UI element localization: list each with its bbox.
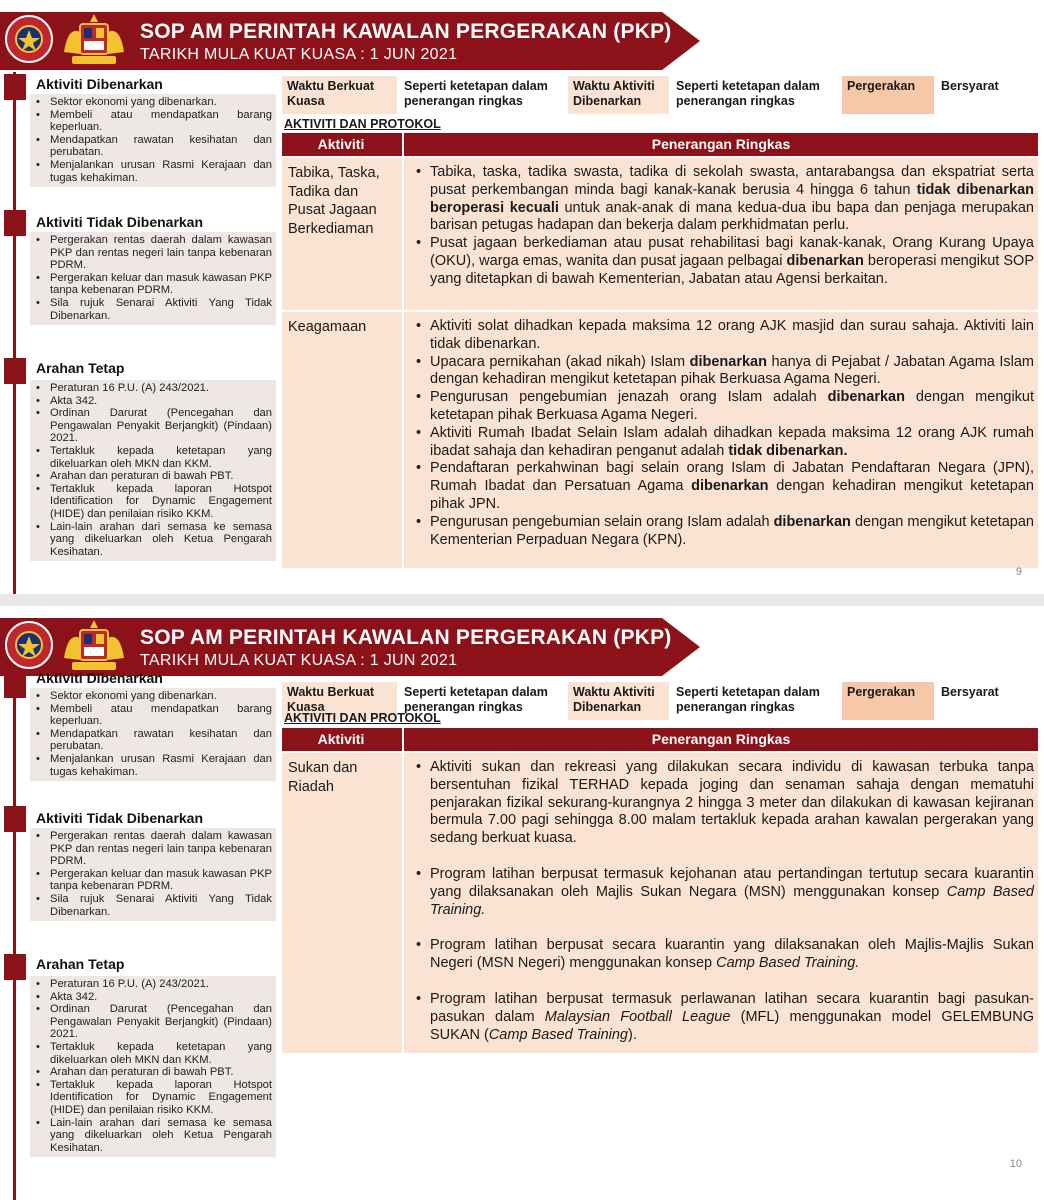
description-bullet: • Pengurusan pengebumian selain orang Islam adalah dibenarkan dengan mengikut ketetapan Kementerian Perpaduan Negara (KPN). xyxy=(412,514,1034,550)
column-header-description: Penerangan Ringkas xyxy=(402,133,1038,156)
coat-of-arms-icon xyxy=(58,12,130,68)
info-value-effective-time: Seperti ketetapan dalam penerangan ringkas xyxy=(399,682,566,720)
table-row xyxy=(282,753,1038,1053)
section-marker xyxy=(4,672,26,698)
list-item: • Tertakluk kepada ketetapan yang dikeluarkan oleh MKN dan KKM. xyxy=(36,1041,272,1066)
info-label-activity-time: Waktu Aktiviti Dibenarkan xyxy=(568,76,669,114)
activity-cell: Sukan dan Riadah xyxy=(288,760,358,795)
list-item: • Menjalankan urusan Rasmi Kerajaan dan tugas kehakiman. xyxy=(36,753,272,778)
description-bullet: • Program latihan berpusat termasuk kejohanan atau pertandingan tertutup secara kuarantin yang dilaksanakan oleh Majlis Sukan Negara (MSN) menggunakan konsep Camp Based Training. xyxy=(412,866,1034,919)
column-header-activity: Aktiviti xyxy=(317,136,365,152)
list-item: • Peraturan 16 P.U. (A) 243/2021. xyxy=(36,382,272,395)
slide-page-10 xyxy=(0,606,1044,1200)
list-item: • Ordinan Darurat (Pencegahan dan Pengawalan Penyakit Berjangkit) (Pindaan) 2021. xyxy=(36,1003,272,1041)
description-bullet: • Aktiviti Rumah Ibadat Selain Islam adalah dihadkan kepada maksima 12 orang AJK rumah ibadat sahaja dan kehadiran penganut adalah tidak dibenarkan. xyxy=(412,425,1034,461)
description-bullet: • Program latihan berpusat secara kuarantin yang dilaksanakan oleh Majlis-Majlis Sukan Negeri (MSN Negeri) menggunakan konsep Camp Based Training. xyxy=(412,937,1034,973)
list-item: • Lain-lain arahan dari semasa ke semasa yang dikeluarkan oleh Ketua Pengarah Kesihatan. xyxy=(36,521,272,559)
list-item: • Menjalankan urusan Rasmi Kerajaan dan tugas kehakiman. xyxy=(36,159,272,184)
column-header-activity: Aktiviti xyxy=(317,731,365,747)
slide-page-9 xyxy=(0,0,1044,594)
description-bullet: • Pendaftaran perkahwinan bagi selain orang Islam di Jabatan Pendaftaran Negara (JPN), Rumah Ibadat dan Persatuan Agama dibenarkan dengan kehadiran mengikut ketetapan pihak JPN. xyxy=(412,460,1034,513)
list-item: • Tertakluk kepada laporan Hotspot Identification for Dynamic Engagement (HIDE) dan penilaian risiko KKM. xyxy=(36,483,272,521)
protocol-title: AKTIVITI DAN PROTOKOL xyxy=(284,117,441,131)
page-title: SOP AM PERINTAH KAWALAN PERGERAKAN (PKP) xyxy=(140,626,672,649)
info-value-movement: Bersyarat xyxy=(936,682,1036,720)
description-cell xyxy=(402,158,1038,310)
standing-orders-heading: Arahan Tetap xyxy=(36,956,125,972)
coat-of-arms-icon xyxy=(58,618,130,674)
list-item: • Ordinan Darurat (Pencegahan dan Pengawalan Penyakit Berjangkit) (Pindaan) 2021. xyxy=(36,407,272,445)
page-title: SOP AM PERINTAH KAWALAN PERGERAKAN (PKP) xyxy=(140,20,672,43)
list-item: • Arahan dan peraturan di bawah PBT. xyxy=(36,1066,272,1079)
description-bullet: • Program latihan berpusat termasuk perlawanan latihan secara kuarantin bagi pasukan-pasukan dalam Malaysian Football League (MFL) menggunakan model GELEMBUNG SUKAN (Camp Based Training). xyxy=(412,991,1034,1044)
activity-cell: Keagamaan xyxy=(288,319,367,335)
section-marker xyxy=(4,358,26,384)
description-bullet: • Pusat jagaan berkediaman atau pusat rehabilitasi bagi kanak-kanak, Orang Kurang Upaya (OKU), warga emas, wanita dan pusat jagaan pelbagai dibenarkan beroperasi mengikut SOP yang ditetapkan di bawah Kementerian, Jabatan atau Agensi berkaitan. xyxy=(412,235,1034,288)
list-item: • Sila rujuk Senarai Aktiviti Yang Tidak Dibenarkan. xyxy=(36,893,272,918)
table-row xyxy=(282,312,1038,568)
not-allowed-list xyxy=(30,232,276,325)
list-item: • Pergerakan keluar dan masuk kawasan PKP tanpa kebenaran PDRM. xyxy=(36,272,272,297)
mbk-logo-icon xyxy=(4,620,54,670)
list-item: • Akta 342. xyxy=(36,395,272,408)
not-allowed-heading: Aktiviti Tidak Dibenarkan xyxy=(36,810,204,826)
list-item: • Peraturan 16 P.U. (A) 243/2021. xyxy=(36,978,272,991)
table-header xyxy=(282,133,1038,156)
section-marker xyxy=(4,954,26,980)
timeline-line xyxy=(13,678,16,1200)
not-allowed-list xyxy=(30,828,276,921)
section-marker xyxy=(4,806,26,832)
column-header-description: Penerangan Ringkas xyxy=(402,728,1038,751)
table-header xyxy=(282,728,1038,751)
table-row xyxy=(282,158,1038,310)
description-bullet: • Tabika, taska, tadika swasta, tadika di sekolah swasta, antarabangsa dan ekspatriat serta pusat perkembangan minda bagi kanak-kanak berusia 4 hingga 6 tahun tidak dibenarkan beroperasi kecuali untuk anak-anak di mana kedua-dua ibu bapa dan penjaga merupakan barisan petugas hadapan dan bekerja dalam perkhidmatan perlu. xyxy=(412,164,1034,235)
description-bullet: • Pengurusan pengebumian jenazah orang Islam adalah dibenarkan dengan mengikut ketetapan pihak Berkuasa Agama Negeri. xyxy=(412,389,1034,425)
page-number: 10 xyxy=(1009,1158,1022,1170)
section-marker xyxy=(4,210,26,236)
info-value-effective-time: Seperti ketetapan dalam penerangan ringkas xyxy=(399,76,566,114)
description-bullet: • Upacara pernikahan (akad nikah) Islam dibenarkan hanya di Pejabat / Jabatan Agama Islam dengan kehadiran mengikut ketetapan pihak Berkuasa Agama Negeri. xyxy=(412,354,1034,390)
info-value-movement: Bersyarat xyxy=(936,76,1036,114)
mbk-logo-icon xyxy=(4,14,54,64)
list-item: • Arahan dan peraturan di bawah PBT. xyxy=(36,470,272,483)
list-item: • Membeli atau mendapatkan barang keperluan. xyxy=(36,703,272,728)
description-bullet: • Aktiviti solat dihadkan kepada maksima 12 orang AJK masjid dan surau sahaja. Aktiviti lain tidak dibenarkan. xyxy=(412,318,1034,354)
description-bullet: • Aktiviti sukan dan rekreasi yang dilakukan secara individu di kawasan terbuka tanpa bersentuhan fizikal TERHAD kepada joging dan senaman sahaja dengan mematuhi penjarakan fizikal sekurang-kurangnya 2 hingga 3 meter dan dilakukan di kawasan kejiranan bermula 7.00 pagi sehingga 8.00 malam tertakluk kepada arahan kawalan pergerakan yang sedang berkuat kuasa. xyxy=(412,759,1034,848)
activity-table xyxy=(282,133,1038,548)
description-list xyxy=(412,318,1034,549)
page-number: 9 xyxy=(1015,566,1022,578)
info-label-effective-time: Waktu Berkuat Kuasa xyxy=(282,682,397,720)
not-allowed-heading: Aktiviti Tidak Dibenarkan xyxy=(36,214,204,230)
list-item: • Pergerakan rentas daerah dalam kawasan PKP dan rentas negeri lain tanpa kebenaran PDRM. xyxy=(36,234,272,272)
list-item: • Sektor ekonomi yang dibenarkan. xyxy=(36,96,272,109)
allowed-list xyxy=(30,688,276,781)
list-item: • Akta 342. xyxy=(36,991,272,1004)
list-item: • Pergerakan rentas daerah dalam kawasan PKP dan rentas negeri lain tanpa kebenaran PDRM. xyxy=(36,830,272,868)
info-value-activity-time: Seperti ketetapan dalam penerangan ringkas xyxy=(671,76,840,114)
list-item: • Sila rujuk Senarai Aktiviti Yang Tidak Dibenarkan. xyxy=(36,297,272,322)
allowed-list xyxy=(30,94,276,187)
info-label-movement: Pergerakan xyxy=(842,76,934,114)
list-item: • Lain-lain arahan dari semasa ke semasa yang dikeluarkan oleh Ketua Pengarah Kesihatan. xyxy=(36,1117,272,1155)
info-value-activity-time: Seperti ketetapan dalam penerangan ringkas xyxy=(671,682,840,720)
description-list xyxy=(412,759,1034,1044)
info-label-movement: Pergerakan xyxy=(842,682,934,720)
allowed-heading: Aktiviti Dibenarkan xyxy=(36,76,163,92)
description-cell xyxy=(402,312,1038,568)
section-marker xyxy=(4,74,26,100)
list-item: • Mendapatkan rawatan kesihatan dan perubatan. xyxy=(36,134,272,159)
effective-date: TARIKH MULA KUAT KUASA : 1 JUN 2021 xyxy=(140,652,458,669)
activity-table xyxy=(282,728,1038,1043)
standing-orders-list xyxy=(30,976,276,1157)
list-item: • Pergerakan keluar dan masuk kawasan PKP tanpa kebenaran PDRM. xyxy=(36,868,272,893)
list-item: • Mendapatkan rawatan kesihatan dan perubatan. xyxy=(36,728,272,753)
left-summary-column xyxy=(0,72,280,594)
standing-orders-heading: Arahan Tetap xyxy=(36,360,125,376)
protocol-title: AKTIVITI DAN PROTOKOL xyxy=(284,711,441,725)
activity-cell: Tabika, Taska, Tadika dan Pusat Jagaan Berkediaman xyxy=(288,165,380,237)
effective-date: TARIKH MULA KUAT KUASA : 1 JUN 2021 xyxy=(140,46,458,63)
list-item: • Sektor ekonomi yang dibenarkan. xyxy=(36,690,272,703)
description-cell xyxy=(402,753,1038,1053)
timeline-line xyxy=(13,72,16,594)
info-label-effective-time: Waktu Berkuat Kuasa xyxy=(282,76,397,114)
left-summary-column xyxy=(0,670,280,1200)
list-item: • Membeli atau mendapatkan barang keperluan. xyxy=(36,109,272,134)
allowed-heading: Aktiviti Dibenarkan xyxy=(36,670,163,686)
standing-orders-list xyxy=(30,380,276,561)
description-list xyxy=(412,164,1034,289)
info-label-activity-time: Waktu Aktiviti Dibenarkan xyxy=(568,682,669,720)
list-item: • Tertakluk kepada ketetapan yang dikeluarkan oleh MKN dan KKM. xyxy=(36,445,272,470)
list-item: • Tertakluk kepada laporan Hotspot Identification for Dynamic Engagement (HIDE) dan penilaian risiko KKM. xyxy=(36,1079,272,1117)
